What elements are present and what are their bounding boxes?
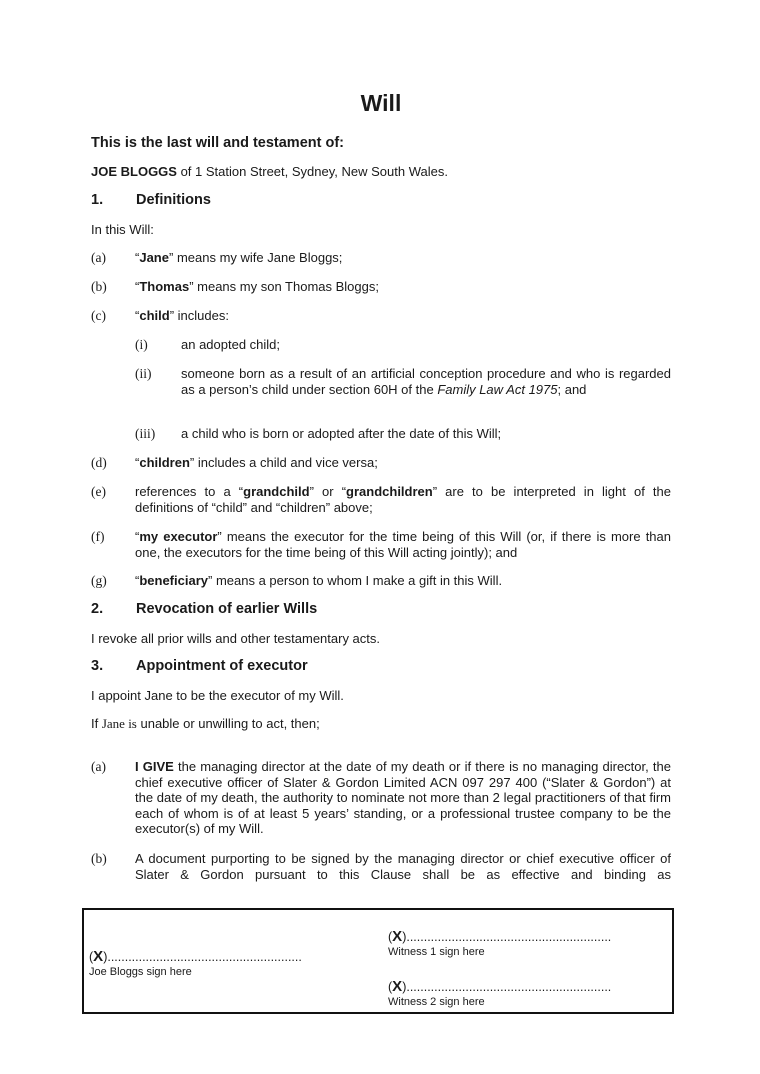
signature-caption: Witness 1 sign here: [388, 946, 485, 958]
subitem-ii: (ii) someone born as a result of an artificial conception procedure and who is regarded as a person’s child under section 60H of the Family Law Act 1975; and: [135, 366, 671, 397]
executor-appointment-text: I appoint Jane to be the executor of my Will.: [91, 688, 344, 703]
subitem-iii: (iii) a child who is born or adopted after the date of this Will;: [135, 426, 502, 441]
subitem-label: (i): [135, 337, 148, 352]
defined-term: grandchildren: [346, 484, 433, 499]
item-label: (b): [91, 851, 107, 866]
definition-item-b: (b) “Thomas” means my son Thomas Bloggs;: [91, 279, 379, 294]
signature-caption: Witness 2 sign here: [388, 996, 485, 1008]
testator-name: JOE BLOGGS: [91, 164, 177, 179]
signature-line: ........................................................: [107, 950, 302, 964]
item-label: (d): [91, 455, 107, 470]
section-title: Definitions: [136, 192, 211, 208]
section-title: Revocation of earlier Wills: [136, 601, 318, 617]
signature-line: ...........................................................: [406, 930, 612, 944]
item-label: (a): [91, 250, 106, 265]
defined-term: beneficiary: [139, 573, 208, 588]
testator-line: [91, 164, 448, 180]
section-number: 1.: [91, 192, 104, 208]
defined-term: Jane: [139, 250, 169, 265]
signature-caption: Joe Bloggs sign here: [89, 966, 192, 978]
defined-term: grandchild: [243, 484, 310, 499]
document-title: Will: [360, 90, 402, 116]
item-label: (b): [91, 279, 107, 294]
signature-box: [82, 908, 674, 1014]
section-number: 2.: [91, 601, 104, 617]
definition-item-d: (d) “children” includes a child and vice versa;: [91, 455, 378, 470]
executor-item-a: (a) I GIVE the managing director at the date of my death or if there is no managing director, the chief executive officer of Slater & Gordon Limited ACN 097 297 400 (“Slater & Gordon”) at the date of my death, the authority to nominate not more than 2 legal practitioners of that firm each of whom is of at least 5 years’ standing, or a professional trustee company to be the executor(s) of my Will.: [91, 759, 671, 836]
item-label: (f): [91, 529, 105, 544]
section-2-heading: [91, 601, 317, 617]
executor-fallback-text: If Jane is unable or unwilling to act, then;: [91, 716, 320, 731]
witness-2-signature-field[interactable]: (X)........................................................... Witness 2 sign here: [388, 978, 612, 1008]
subitem-i: (i) an adopted child;: [135, 337, 281, 352]
subitem-label: (iii): [135, 426, 156, 441]
revocation-text: I revoke all prior wills and other testamentary acts.: [91, 631, 381, 646]
act-citation: Family Law Act 1975: [437, 381, 558, 397]
defined-term: my executor: [139, 529, 218, 544]
item-label: (a): [91, 759, 106, 774]
item-label: (c): [91, 308, 106, 323]
section-3-heading: [91, 658, 308, 674]
document-subtitle: This is the last will and testament of:: [91, 135, 344, 151]
section-1-heading: [91, 192, 211, 208]
item-label: (g): [91, 573, 107, 588]
sign-here-x-icon: X: [93, 948, 104, 965]
definition-item-c: (c) “child” includes:: [91, 308, 229, 323]
signature-line: ...........................................................: [406, 980, 612, 994]
witness-1-signature-field[interactable]: (X)........................................................... Witness 1 sign here: [388, 928, 612, 958]
item-label: (e): [91, 484, 106, 499]
definition-item-a: (a) “Jane” means my wife Jane Bloggs;: [91, 250, 343, 265]
defined-term: children: [139, 455, 190, 470]
gift-keyword: I GIVE: [135, 759, 174, 774]
defined-term: Thomas: [139, 279, 190, 294]
testator-address: of 1 Station Street, Sydney, New South Wales.: [176, 164, 448, 179]
subitem-label: (ii): [135, 366, 152, 381]
definition-item-e: (e) references to a “grandchild” or “grandchildren” are to be interpreted in light of the definitions of “child” and “children” above;: [91, 484, 671, 515]
executor-item-b: (b) A document purporting to be signed by the managing director or chief executive officer of Slater & Gordon pursuant to this Clause shall be as effective and binding as: [91, 851, 671, 882]
section-number: 3.: [91, 658, 104, 674]
sign-here-x-icon: X: [392, 928, 403, 945]
definition-item-g: (g) “beneficiary” means a person to whom I make a gift in this Will.: [91, 573, 503, 588]
testator-signature-field[interactable]: (X)........................................................ Joe Bloggs sign here: [89, 948, 302, 978]
definitions-intro: In this Will:: [91, 222, 154, 237]
defined-term: child: [139, 308, 170, 323]
definition-item-f: (f) “my executor” means the executor for the time being of this Will (or, if there is more than one, the executors for the time being of this Will acting jointly); and: [91, 529, 671, 560]
section-title: Appointment of executor: [136, 658, 308, 674]
sign-here-x-icon: X: [392, 978, 403, 995]
